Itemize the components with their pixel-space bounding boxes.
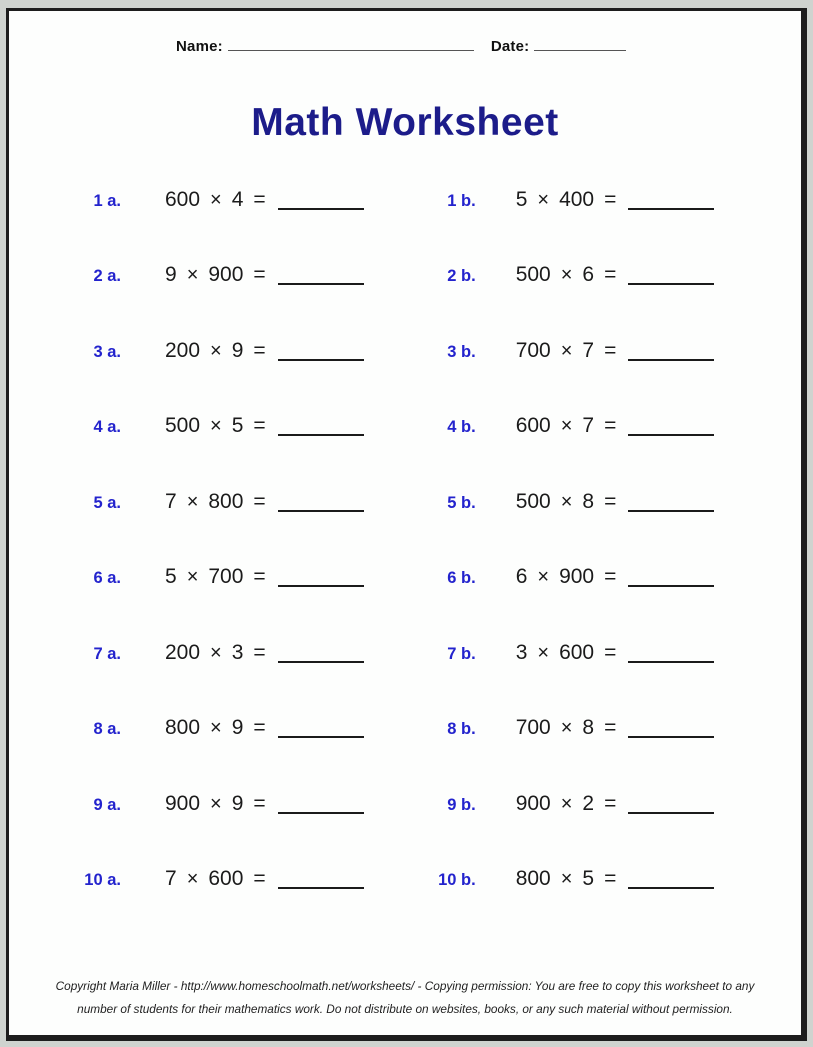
problem-expression	[516, 792, 715, 816]
multiplicand: 800	[165, 716, 201, 740]
equals-operator: =	[253, 338, 266, 362]
problem-expression	[165, 339, 364, 363]
times-operator: ×	[186, 868, 199, 891]
problem-label: 8 b.	[447, 720, 476, 739]
equals-operator: =	[253, 640, 266, 664]
times-operator: ×	[210, 339, 222, 362]
problem-cell-a	[9, 263, 364, 287]
problem-expression	[165, 188, 364, 212]
multiplier: 2	[582, 791, 595, 815]
problem-expression	[516, 867, 715, 891]
problem-expression	[165, 716, 364, 740]
problem-label: 6 b.	[447, 569, 476, 588]
problem-label: 9 a.	[93, 795, 121, 814]
times-operator: ×	[537, 188, 550, 211]
problem-cell-b	[364, 490, 801, 514]
problem-label: 10 a.	[84, 871, 121, 890]
equals-operator: =	[604, 489, 617, 513]
problem-label: 10 b.	[438, 871, 476, 890]
problem-cell-a	[9, 339, 364, 363]
problem-cell-b	[364, 339, 801, 363]
answer-blank	[278, 585, 364, 587]
multiplicand: 700	[515, 338, 551, 362]
multiplier: 600	[208, 867, 244, 891]
answer-blank	[628, 812, 714, 814]
multiplier: 8	[582, 716, 595, 740]
problem-label: 5 a.	[93, 493, 121, 512]
answer-blank	[628, 208, 714, 210]
times-operator: ×	[186, 264, 199, 287]
times-operator: ×	[210, 188, 222, 211]
answer-blank	[628, 736, 714, 738]
problem-expression	[516, 188, 715, 212]
multiplier: 4	[231, 187, 244, 211]
multiplier: 7	[582, 414, 595, 438]
multiplicand: 500	[165, 414, 201, 438]
times-operator: ×	[560, 264, 573, 287]
times-operator: ×	[560, 717, 573, 740]
multiplicand: 3	[515, 640, 528, 664]
problem-row	[9, 464, 801, 540]
footer-copyright	[9, 975, 801, 1022]
equals-operator: =	[253, 867, 266, 891]
problem-cell-a	[9, 414, 364, 438]
multiplicand: 600	[165, 187, 201, 211]
multiplicand: 5	[515, 187, 528, 211]
answer-blank	[278, 887, 364, 889]
multiplier: 9	[231, 716, 244, 740]
multiplier: 3	[231, 640, 244, 664]
multiplier: 800	[208, 489, 244, 513]
problem-cell-a	[9, 716, 364, 740]
answer-blank	[628, 359, 714, 361]
problem-row	[9, 691, 801, 767]
problem-expression	[516, 339, 715, 363]
name-label: Name:	[176, 38, 223, 55]
problem-label: 1 b.	[447, 191, 476, 210]
equals-operator: =	[604, 716, 617, 740]
equals-operator: =	[253, 414, 266, 438]
problems-grid	[9, 162, 801, 917]
equals-operator: =	[604, 791, 617, 815]
times-operator: ×	[537, 566, 550, 589]
equals-operator: =	[604, 867, 617, 891]
multiplicand: 800	[515, 867, 551, 891]
times-operator: ×	[210, 792, 222, 815]
problem-cell-a	[9, 792, 364, 816]
multiplier: 7	[582, 338, 595, 362]
problem-row	[9, 615, 801, 691]
equals-operator: =	[604, 263, 617, 287]
equals-operator: =	[253, 263, 266, 287]
times-operator: ×	[537, 641, 550, 664]
problem-expression	[516, 263, 715, 287]
problem-cell-a	[9, 641, 364, 665]
problem-expression	[165, 641, 364, 665]
answer-blank	[278, 812, 364, 814]
multiplier: 5	[231, 414, 244, 438]
problem-cell-a	[9, 867, 364, 891]
problem-expression	[165, 792, 364, 816]
multiplier: 9	[231, 338, 244, 362]
problem-row	[9, 766, 801, 842]
problem-label: 1 a.	[93, 191, 121, 210]
problem-label: 7 a.	[93, 644, 121, 663]
equals-operator: =	[604, 414, 617, 438]
multiplier: 900	[208, 263, 244, 287]
multiplicand: 5	[165, 565, 177, 589]
problem-expression	[165, 867, 364, 891]
page-title: Math Worksheet	[251, 101, 559, 144]
multiplicand: 900	[165, 791, 201, 815]
problem-row	[9, 162, 801, 238]
problem-cell-b	[364, 414, 801, 438]
problem-expression	[516, 641, 715, 665]
problem-cell-b	[364, 188, 801, 212]
problem-expression	[516, 565, 715, 589]
problem-expression	[165, 565, 364, 589]
problem-cell-a	[9, 490, 364, 514]
equals-operator: =	[253, 791, 266, 815]
equals-operator: =	[253, 565, 266, 589]
answer-blank	[278, 510, 364, 512]
equals-operator: =	[253, 716, 266, 740]
problem-cell-a	[9, 188, 364, 212]
header-name-date-row	[176, 38, 801, 55]
problem-expression	[165, 490, 364, 514]
date-label: Date:	[490, 38, 530, 55]
answer-blank	[278, 736, 364, 738]
multiplicand: 9	[165, 263, 177, 287]
equals-operator: =	[604, 338, 617, 362]
equals-operator: =	[253, 489, 266, 513]
footer-copyright-line2: number of students for their mathematics work. Do not distribute on websites, books, or any such material without permission.	[77, 1002, 733, 1017]
problem-label: 2 a.	[93, 267, 121, 286]
answer-blank	[628, 283, 714, 285]
multiplier: 9	[231, 791, 244, 815]
times-operator: ×	[186, 490, 199, 513]
problem-row	[9, 238, 801, 314]
problem-label: 6 a.	[93, 569, 121, 588]
times-operator: ×	[560, 490, 573, 513]
equals-operator: =	[604, 640, 617, 664]
answer-blank	[278, 208, 364, 210]
multiplicand: 6	[515, 565, 528, 589]
multiplicand: 200	[165, 640, 201, 664]
problem-cell-b	[364, 716, 801, 740]
times-operator: ×	[210, 415, 222, 438]
answer-blank	[278, 434, 364, 436]
problem-expression	[516, 414, 715, 438]
multiplier: 600	[559, 640, 595, 664]
problem-cell-b	[364, 641, 801, 665]
multiplier: 8	[582, 489, 595, 513]
problem-cell-b	[364, 263, 801, 287]
times-operator: ×	[210, 641, 222, 664]
multiplicand: 7	[165, 867, 177, 891]
multiplier: 5	[582, 867, 595, 891]
answer-blank	[628, 434, 714, 436]
answer-blank	[628, 887, 714, 889]
problem-label: 5 b.	[447, 493, 476, 512]
problem-label: 7 b.	[447, 644, 476, 663]
answer-blank	[628, 510, 714, 512]
problem-label: 2 b.	[447, 267, 476, 286]
problem-row	[9, 842, 801, 918]
answer-blank	[278, 661, 364, 663]
times-operator: ×	[560, 339, 573, 362]
answer-blank	[278, 283, 364, 285]
multiplicand: 7	[165, 489, 177, 513]
problem-label: 8 a.	[93, 720, 121, 739]
problem-label: 4 a.	[93, 418, 121, 437]
problem-expression	[516, 490, 715, 514]
answer-blank	[628, 661, 714, 663]
problem-cell-b	[364, 867, 801, 891]
multiplicand: 500	[515, 263, 551, 287]
times-operator: ×	[186, 566, 199, 589]
times-operator: ×	[560, 792, 573, 815]
problem-label: 9 b.	[447, 795, 476, 814]
multiplier: 900	[559, 565, 595, 589]
times-operator: ×	[210, 717, 222, 740]
times-operator: ×	[560, 868, 573, 891]
multiplier: 6	[582, 263, 595, 287]
equals-operator: =	[604, 565, 617, 589]
answer-blank	[628, 585, 714, 587]
multiplicand: 700	[515, 716, 551, 740]
problem-cell-b	[364, 565, 801, 589]
date-blank-line	[534, 38, 626, 51]
multiplicand: 600	[515, 414, 551, 438]
problem-label: 4 b.	[447, 418, 476, 437]
name-blank-line	[228, 38, 474, 51]
multiplicand: 500	[515, 489, 551, 513]
answer-blank	[278, 359, 364, 361]
problem-label: 3 b.	[447, 342, 476, 361]
multiplicand: 900	[515, 791, 551, 815]
problem-cell-b	[364, 792, 801, 816]
problem-row	[9, 313, 801, 389]
problem-expression	[165, 414, 364, 438]
problem-label: 3 a.	[93, 342, 121, 361]
problem-expression	[516, 716, 715, 740]
times-operator: ×	[560, 415, 573, 438]
problem-expression	[165, 263, 364, 287]
problem-row	[9, 389, 801, 465]
problem-cell-a	[9, 565, 364, 589]
worksheet-page	[6, 8, 807, 1041]
multiplier: 400	[559, 187, 595, 211]
equals-operator: =	[604, 187, 617, 211]
multiplier: 700	[208, 565, 244, 589]
problem-row	[9, 540, 801, 616]
equals-operator: =	[253, 187, 266, 211]
multiplicand: 200	[165, 338, 201, 362]
footer-copyright-line1: Copyright Maria Miller - http://www.homeschoolmath.net/worksheets/ - Copying permission: You are free to copy this worksheet to any	[55, 978, 755, 993]
